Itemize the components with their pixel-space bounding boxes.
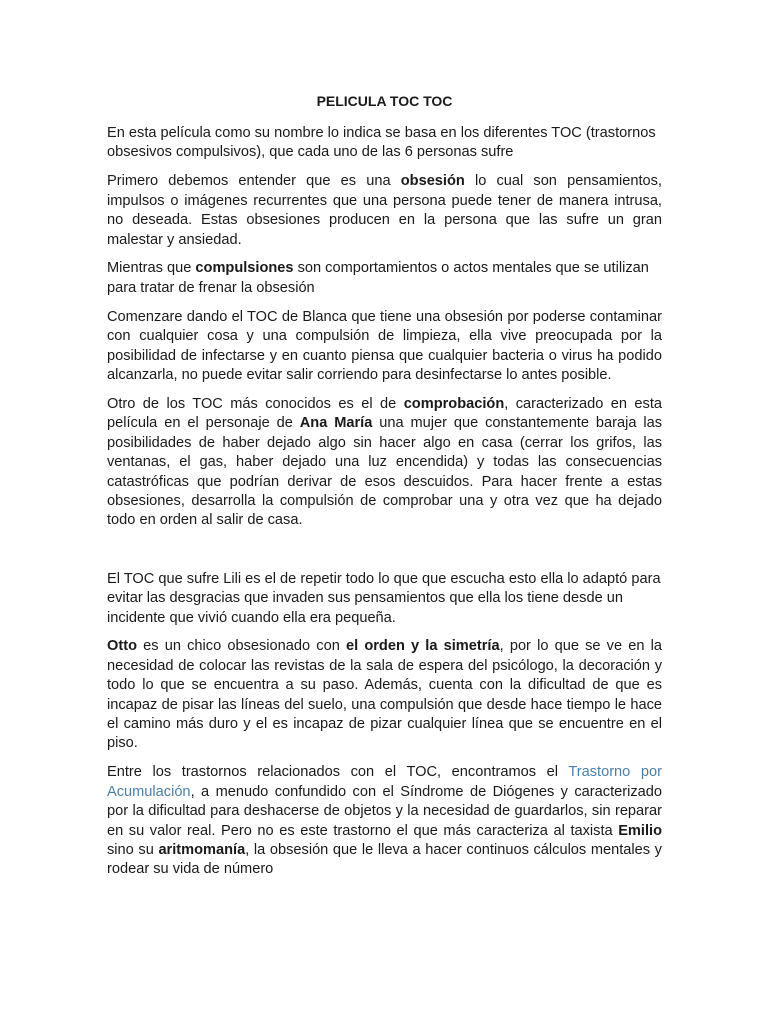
text-span: Mientras que bbox=[107, 260, 196, 277]
paragraph-intro: En esta película como su nombre lo indica se basa en los diferentes TOC (trastornos obsesivos compulsivos), que cada uno de las 6 personas sufre bbox=[107, 125, 656, 161]
paragraph-otto bbox=[107, 637, 662, 753]
text-span: , caracterizado en esta película en el personaje de bbox=[107, 395, 662, 432]
paragraph-lili: El TOC que sufre Lili es el de repetir todo lo que que escucha esto ella lo adaptó para evitar las desgracias que invaden sus pensamientos que ella los tiene desde un incidente que vivió cuando ella era pequeña. bbox=[107, 570, 661, 626]
bold-term-orden-simetria: el orden y la simetría bbox=[345, 638, 500, 655]
text-span: Otro de los TOC más conocidos es el de bbox=[107, 395, 404, 412]
bold-name-ana-maria: Ana María bbox=[299, 415, 373, 432]
text-span: es un chico obsesionado con bbox=[137, 638, 346, 655]
paragraph-comprobacion bbox=[107, 395, 662, 531]
text-span: , por lo que se ve en la necesidad de colocar las revistas de la sala de espera del psicólogo, la decoración y todo lo que se encuentra a su paso. Además, cuenta con la dificultad de que es incapaz de pisar las líneas del suelo, una compulsión que desde hace tiempo le hace el camino más duro y el es incapaz de pizar cualquier línea que se encuentre en el piso. bbox=[107, 638, 663, 752]
bold-term-aritmomania: aritmomanía bbox=[158, 842, 246, 858]
text-span: , la obsesión que le lleva a hacer continuos cálculos mentales y rodear su vida de número bbox=[107, 842, 662, 878]
paragraph-compulsiones bbox=[107, 259, 662, 298]
bold-term-compulsiones: compulsiones bbox=[195, 260, 294, 277]
paragraph-blanca: Comenzare dando el TOC de Blanca que tiene una obsesión por poderse contaminar con cualquier cosa y una compulsión de limpieza, ella vive preocupada por la posibilidad de infectarse y en cuanto piensa que cualquier bacteria o virus ha podido alcanzarla, no puede evitar salir corriendo para desinfectarse lo antes posible. bbox=[107, 308, 662, 383]
bold-term-comprobacion: comprobación bbox=[403, 395, 505, 412]
text-span: , a menudo confundido con el Síndrome de Diógenes y caracterizado por la dificultad para deshacerse de objetos y la necesidad de guardarlos, sin reparar en su valor real. Pero no es este trastorno el que más caracteriza al taxista bbox=[107, 783, 662, 839]
text-span: Entre los trastornos relacionados con el TOC, encontramos el bbox=[107, 764, 569, 781]
bold-name-otto: Otto bbox=[107, 638, 137, 655]
text-span: una mujer que constantemente baraja las posibilidades de haber dejado algo sin hacer algo en casa (cerrar los grifos, las ventanas, el gas, haber dejado una luz encendida) y todas las consecuencias catastróficas que podrían derivar de esos descuidos. Para hacer frente a estas obsesiones, desarrolla la compulsión de comprobar una y otra vez que ha dejado todo en orden al salir de casa. bbox=[107, 415, 663, 529]
link-trastorno-acumulacion[interactable]: Trastorno por Acumulación bbox=[107, 764, 662, 800]
bold-name-emilio: Emilio bbox=[618, 822, 662, 839]
text-span: lo cual son pensamientos, impulsos o imágenes recurrentes que una persona puede tener de manera intrusa, no deseada. Estas obsesiones producen en la persona que las sufre un gran malestar y ansiedad. bbox=[107, 173, 662, 248]
text-span: son comportamientos o actos mentales que se utilizan para tratar de frenar la obsesión bbox=[107, 260, 649, 296]
document-title: PELICULA TOC TOC bbox=[316, 93, 453, 109]
paragraph-emilio bbox=[107, 763, 662, 879]
text-span: Primero debemos entender que es una bbox=[107, 173, 401, 190]
text-span: sino su bbox=[107, 842, 159, 858]
paragraph-obsesion bbox=[107, 172, 662, 250]
bold-term-obsesion: obsesión bbox=[400, 173, 465, 190]
